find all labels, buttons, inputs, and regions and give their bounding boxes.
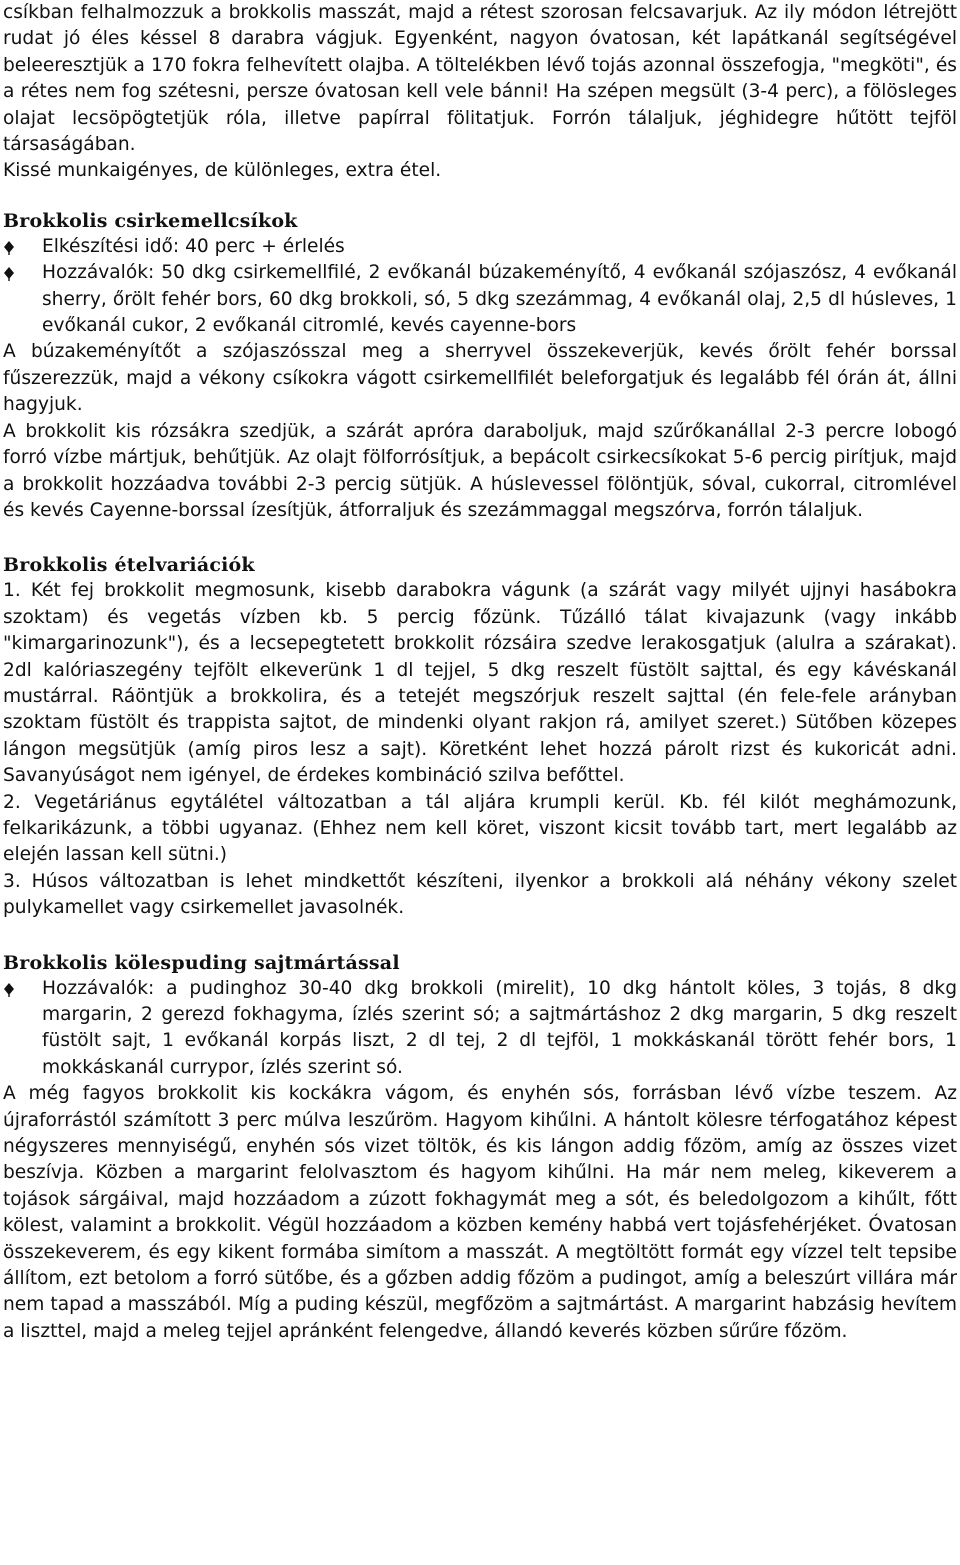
- recipe-info-list: [3, 234, 957, 340]
- intro-paragraph: Kissé munkaigényes, de különleges, extra étel.: [3, 160, 442, 182]
- intro-paragraph: csíkban felhalmozzuk a brokkolis masszát, majd a rétest szorosan felcsavarjuk. Az ily módon létrejött rudat jó éles késsel 8 darabra vágjuk. Egyenként, nagyon óvatosan, két lapátkanál segítségével beleeresztjük a 170 fokra felhevített olajba. A töltelékben lévő tojás azonnal összefogja, "megköti", és a rétes nem fog szétesni, persze óvatosan kell vele bánni! Ha szépen megsült (3-4 perc), a fölösleges olajat lecsöpögtetjük róla, illetve papírral fölitatjuk. Forrón tálaljuk, jéghidegre hűtött tejföl társaságában.: [3, 2, 957, 156]
- recipe-section-kolespuding: [3, 950, 957, 1346]
- list-item: [3, 234, 957, 260]
- recipe-section-csirkemellcsikok: [3, 208, 957, 524]
- recipe-paragraph: 3. Húsos változatban is lehet mindkettőt készíteni, ilyenkor a brokkoli alá néhány vékony szelet pulykamellet vagy csirkemellet javasolnék.: [3, 870, 957, 919]
- list-item-text: Elkészítési idő: 40 perc + érlelés: [42, 235, 345, 257]
- recipe-paragraph: A búzakeményítőt a szójaszósszal meg a sherryvel összekeverjük, kevés őrölt fehér borssal fűszerezzük, majd a vékony csíkokra vágott csirkemellfilét beleforgatjuk és legalább fél órán át, állni hagyjuk.: [3, 341, 957, 416]
- diamond-bullet-icon: [3, 241, 15, 255]
- recipe-section-etelvariaciok: [3, 552, 957, 921]
- recipe-title: Brokkolis csirkemellcsíkok: [3, 209, 298, 232]
- list-item: [3, 260, 957, 339]
- recipe-info-list: [3, 976, 957, 1082]
- recipe-paragraph: A még fagyos brokkolit kis kockákra vágom, és enyhén sós, forrásban lévő vízbe teszem. Az újraforrástól számított 3 perc múlva leszűröm. Hagyom kihűlni. A hántolt kölesre térfogatához képest négyszeres mennyiségű, enyhén sós vizet töltök, és kis lángon addig főzöm, amíg az összes vizet beszívja. Közben a margarint felolvasztom és hagyom kihűlni. Ha már nem meleg, kikeverem a tojások sárgáival, majd hozzáadom a zúzott fokhagymát meg a sót, és beledolgozom a kihűlt, főtt kölest, valamint a brokkolit. Végül hozzáadom a közben kemény habbá vert tojásfehérjéket. Óvatosan összekeverem, és egy kikent formába simítom a masszát. A megtöltött formát egy vízzel telt tepsibe állítom, ezt betolom a forró sütőbe, és a gőzben addig főzöm a pudingot, amíg a beleszúrt villára már nem tapad a masszából. Míg a puding készül, megfőzöm a sajtmártást. A margarint habzásig hevítem a liszttel, majd a meleg tejjel apránként felengedve, állandó keverés közben sűrűre főzöm.: [3, 1083, 957, 1342]
- recipe-paragraph: 1. Két fej brokkolit megmosunk, kisebb darabokra vágunk (a szárát vagy milyét ujjnyi hasábokra szoktam) és vegetás vízben kb. 5 percig főzünk. Tűzálló tálat kivajazunk (vagy inkább "kimargarinozunk"), és a lecsepegtetett brokkolit rózsáira szedve lerakosgatjuk (alulra a szárakat). 2dl kalóriaszegény tejfölt elkeverünk 1 dl tejjel, 5 dkg reszelt füstölt sajttal, és egy kávéskanál mustárral. Ráöntjük a brokkolira, és a tetejét megszórjuk reszelt sajttal (én fele-fele arányban szoktam füstölt és trappista sajtot, de mindenki olyant rakjon rá, amilyet szeret.) Sütőben közepes lángon megsütjük (amíg piros lesz a sajt). Köretként lehet hozzá párolt rizst és kukoricát adni. Savanyúságot nem igényel, de érdekes kombináció szilva befőttel.: [3, 580, 957, 787]
- document-page: [3, 0, 957, 1345]
- recipe-title: Brokkolis ételvariációk: [3, 554, 255, 577]
- list-item: [3, 976, 957, 1082]
- intro-section: [3, 0, 957, 185]
- diamond-bullet-icon: [3, 267, 15, 281]
- recipe-title: Brokkolis kölespuding sajtmártással: [3, 951, 400, 974]
- diamond-bullet-icon: [3, 983, 15, 997]
- recipe-paragraph: A brokkolit kis rózsákra szedjük, a szárát apróra daraboljuk, majd szűrőkanállal 2-3 percre lobogó forró vízbe mártjuk, behűtjük. Az olajt fölforrósítjuk, a bepácolt csirkecsíkokat 5-6 percig pirítjuk, majd a brokkolit hozzáadva további 2-3 percig sütjük. A húslevessel fölöntjük, sóval, cukorral, citromlével és kevés Cayenne-borssal ízesítjük, átforraljuk és szezámmaggal megszórva, forrón tálaljuk.: [3, 420, 957, 521]
- list-item-text: Hozzávalók: 50 dkg csirkemellfilé, 2 evőkanál búzakeményítő, 4 evőkanál szójaszósz, 4 evőkanál sherry, őrölt fehér bors, 60 dkg brokkoli, só, 5 dkg szezámmag, 4 evőkanál olaj, 2,5 dl húsleves, 1 evőkanál cukor, 2 evőkanál citromlé, kevés cayenne-bors: [42, 262, 957, 337]
- list-item-text: Hozzávalók: a pudinghoz 30-40 dkg brokkoli (mirelit), 10 dkg hántolt köles, 3 tojás, 8 dkg margarin, 2 gerezd fokhagyma, ízlés szerint só; a sajtmártáshoz 2 dkg margarin, 5 dkg reszelt füstölt sajt, 1 evőkanál korpás liszt, 2 dl tej, 2 dl tejföl, 1 mokkáskanál törött fehér bors, 1 mokkáskanál currypor, ízlés szerint só.: [42, 977, 957, 1078]
- recipe-paragraph: 2. Vegetáriánus egytálétel változatban a tál aljára krumpli kerül. Kb. fél kilót meghámozunk, felkarikázunk, a többi ugyanaz. (Ehhez nem kell köret, viszont kicsit tovább tart, mert legalább az elején lassan kell sütni.): [3, 791, 957, 866]
